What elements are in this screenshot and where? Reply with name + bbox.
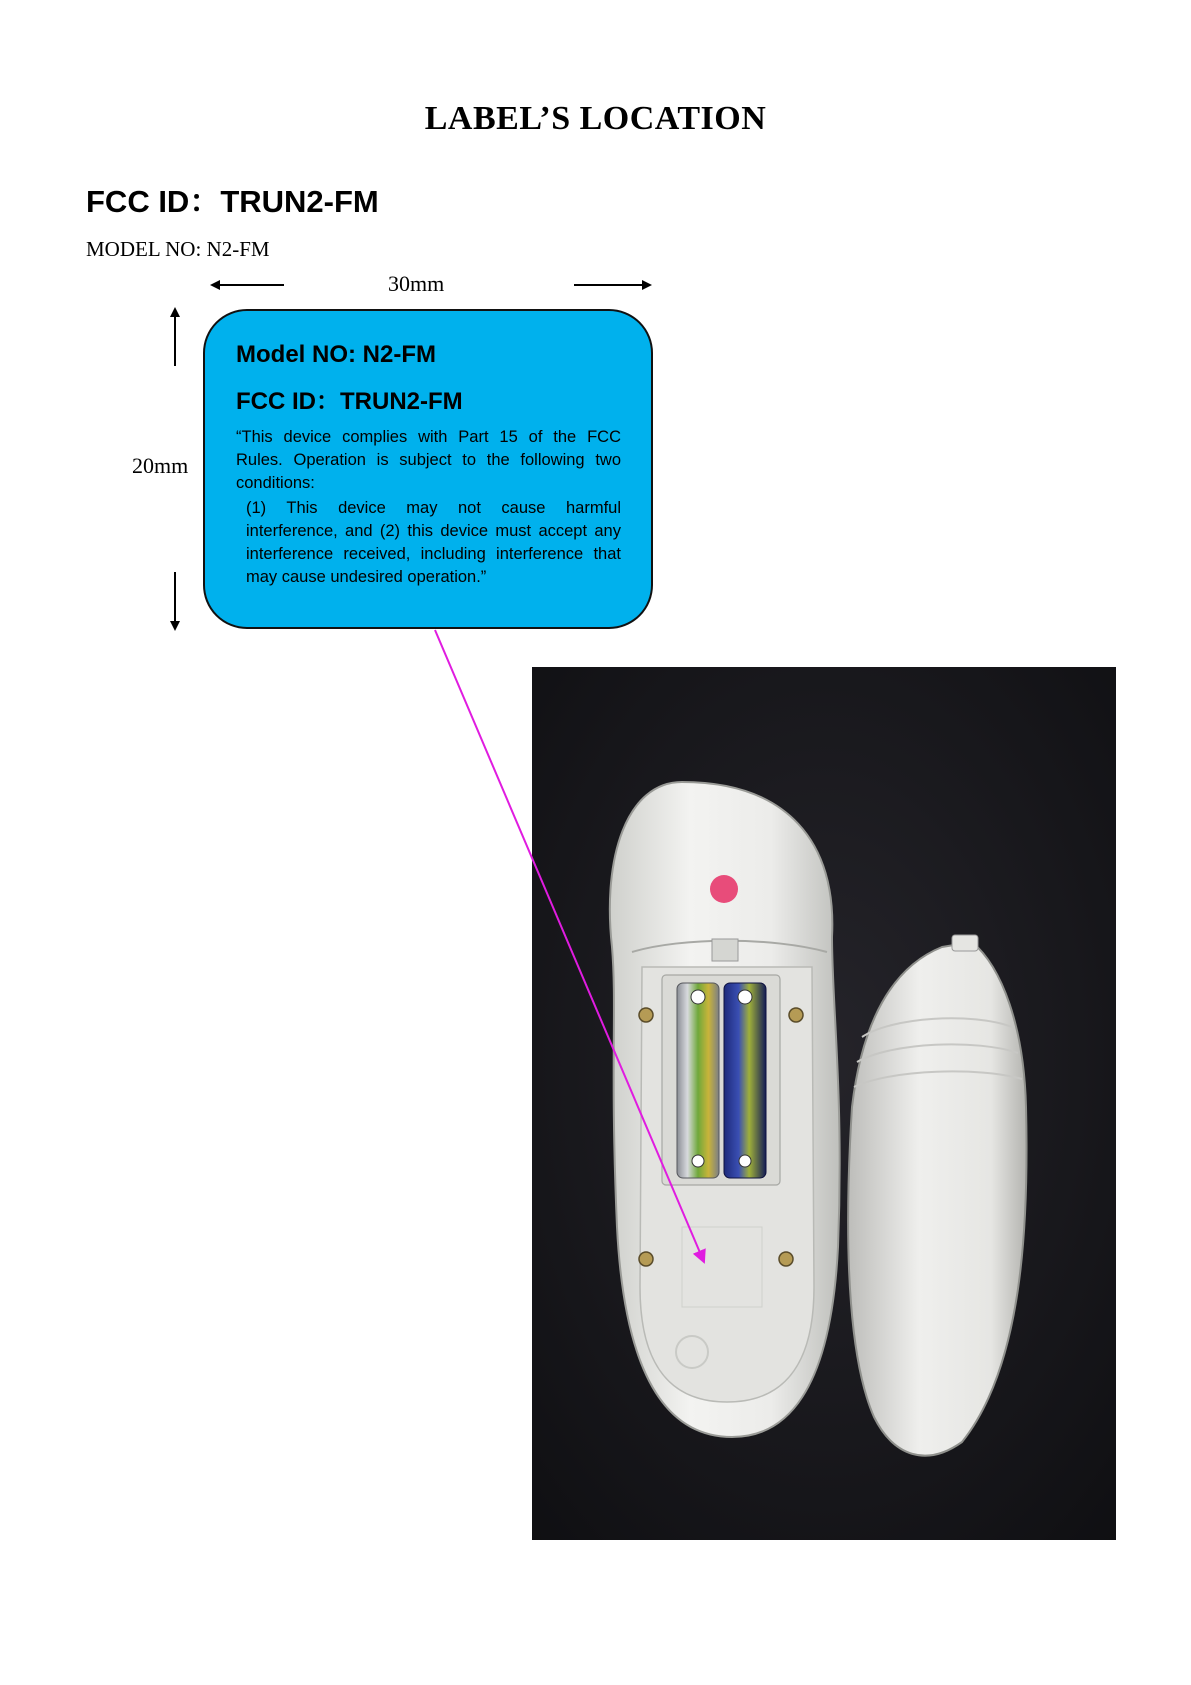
remote-body xyxy=(610,782,840,1437)
model-number-line: MODEL NO: N2-FM xyxy=(86,237,270,261)
label-compliance-conditions: (1) This device may not cause harmful interference, and (2) this device must accept any interference received, including interference that may cause undesired operation.” xyxy=(246,499,621,586)
label-height-dimension: 20mm xyxy=(132,453,189,478)
device-photo xyxy=(532,667,1116,1540)
label-fcc-id: FCC ID：TRUN2-FM xyxy=(236,388,463,415)
fcc-id-heading: FCC ID：TRUN2-FM xyxy=(86,184,379,219)
label-width-dimension: 30mm xyxy=(388,271,445,296)
label-compliance-notice: “This device complies with Part 15 of the FCC Rules. Operation is subject to the following two conditions: xyxy=(236,428,621,492)
label-model-number: Model NO: N2-FM xyxy=(236,341,436,368)
page-title: LABEL’S LOCATION xyxy=(424,100,767,137)
fcc-label-graphic xyxy=(203,309,653,629)
